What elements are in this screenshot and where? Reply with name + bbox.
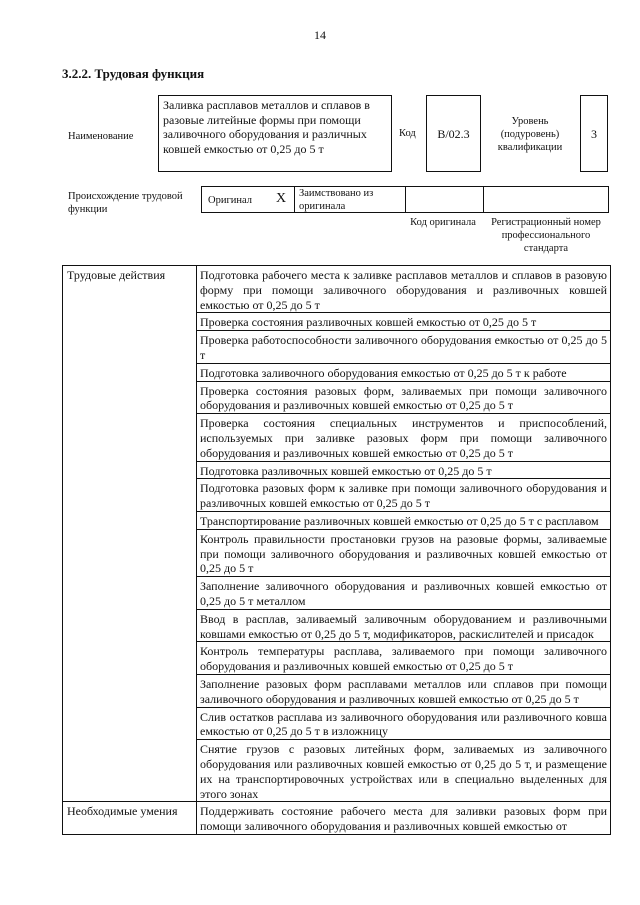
name-label: Наименование bbox=[68, 131, 134, 142]
labor-action-item: Заполнение заливочного оборудования и разливочных ковшей емкостью от 0,25 до 5 т металлом bbox=[197, 577, 611, 610]
origin-divider-1 bbox=[294, 186, 295, 213]
labor-action-item: Подготовка разовых форм к заливке при помощи заливочного оборудования и разливочных ковшей емкостью от 0,25 до 5 т bbox=[197, 479, 611, 512]
skill-item: Поддерживать состояние рабочего места для заливки разовых форм при помощи заливочного оборудования и разливочных ковшей емкостью от bbox=[197, 802, 611, 835]
labor-actions-label: Трудовые действия bbox=[63, 266, 197, 802]
level-value-box bbox=[580, 95, 608, 172]
section-heading: 3.2.2. Трудовая функция bbox=[62, 66, 205, 81]
labor-action-item: Ввод в расплав, заливаемый заливочным оборудованием и разливочными ковшами емкостью от 0,25 до 5 т, модификаторов, раскислителей и присадок bbox=[197, 609, 611, 642]
labor-action-item: Подготовка заливочного оборудования емкостью от 0,25 до 5 т к работе bbox=[197, 363, 611, 381]
reg-number-caption: Регистрационный номер профессионального стандарта bbox=[491, 217, 601, 254]
labor-function-table bbox=[62, 265, 611, 835]
origin-divider-2 bbox=[405, 186, 406, 213]
labor-action-item: Проверка работоспособности заливочного оборудования емкостью от 0,25 до 5 т bbox=[197, 331, 611, 364]
labor-action-item: Проверка состояния специальных инструментов и приспособлений, используемых при заливке разовых форм при помощи заливочного оборудования и разливочных ковшей емкостью от 0,25 до 5 т bbox=[197, 414, 611, 461]
original-label: Оригинал bbox=[208, 195, 252, 206]
skills-label: Необходимые умения bbox=[63, 802, 197, 835]
labor-action-item: Контроль правильности простановки грузов на разовые формы, заливаемые при помощи заливочного оборудования и разливочных ковшей емкостью от 0,25 до 5 т bbox=[197, 529, 611, 576]
borrowed-label: Заимствовано из оригинала bbox=[299, 188, 374, 212]
origin-code-caption: Код оригинала bbox=[410, 217, 476, 228]
level-label: Уровень (подуровень) квалификации bbox=[497, 116, 563, 153]
labor-action-item: Снятие грузов с разовых литейных форм, заливаемых из заливочного оборудования или разливочных ковшей емкостью от 0,25 до 5 т, и размещение их на транспортировочных устройствах или в специально выделенных для этого зонах bbox=[197, 740, 611, 802]
origin-divider-3 bbox=[483, 186, 484, 213]
original-mark: X bbox=[276, 191, 287, 206]
labor-action-item: Заполнение разовых форм расплавами металлов или сплавов при помощи заливочного оборудования и разливочных ковшей емкостью от 0,25 до 5 т bbox=[197, 674, 611, 707]
origin-label: Происхождение трудовой функции bbox=[68, 191, 183, 215]
labor-action-item: Проверка состояния разливочных ковшей емкостью от 0,25 до 5 т bbox=[197, 313, 611, 331]
labor-action-item: Подготовка рабочего места к заливке расплавов металлов и сплавов в разовую форму при помощи заливочного оборудования и разливочных ковшей емкостью от 0,25 до 5 т bbox=[197, 266, 611, 313]
code-label: Код bbox=[399, 128, 416, 139]
page-number: 14 bbox=[314, 28, 326, 42]
labor-action-item: Проверка состояния разовых форм, заливаемых при помощи заливочного оборудования и разливочных ковшей емкостью от 0,25 до 5 т bbox=[197, 381, 611, 414]
code-value: B/02.3 bbox=[437, 127, 470, 141]
labor-action-item: Подготовка разливочных ковшей емкостью от 0,25 до 5 т bbox=[197, 461, 611, 479]
level-value: 3 bbox=[591, 127, 597, 141]
labor-action-item: Слив остатков расплава из заливочного оборудования или разливочного ковша емкостью от 0,25 до 5 т в изложницу bbox=[197, 707, 611, 740]
labor-action-item: Контроль температуры расплава, заливаемого при помощи заливочного оборудования и разливочных ковшей емкостью от 0,25 до 5 т bbox=[197, 642, 611, 675]
function-name-box bbox=[158, 95, 392, 172]
function-name: Заливка расплавов металлов и сплавов в разовые литейные формы при помощи заливочного оборудования и различных ковшей емкостью от 0,25 до 5 т bbox=[163, 98, 370, 156]
table-row bbox=[63, 266, 611, 313]
labor-action-item: Транспортирование разливочных ковшей емкостью от 0,25 до 5 т с расплавом bbox=[197, 511, 611, 529]
code-value-box bbox=[426, 95, 481, 172]
table-row bbox=[63, 802, 611, 835]
